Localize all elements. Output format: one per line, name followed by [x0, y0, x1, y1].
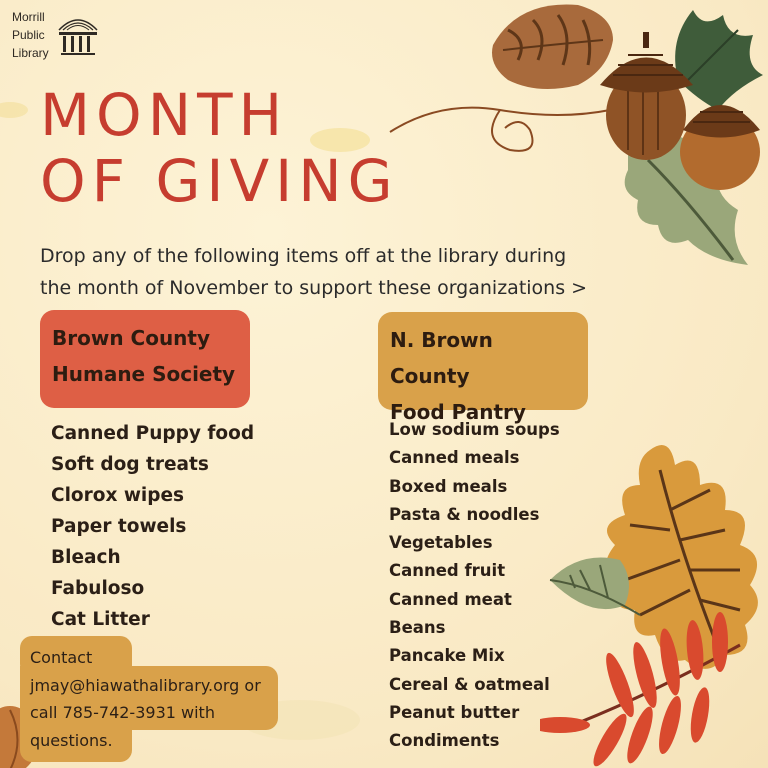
contact-email-line: jmay@hiawathalibrary.org or [30, 675, 261, 695]
page-title [40, 82, 399, 214]
list-item: Canned meals [389, 448, 520, 468]
org-name-line: N. Brown County [390, 328, 493, 388]
contact-text [30, 644, 280, 754]
list-item: Clorox wipes [51, 485, 185, 506]
list-item: Condiments [389, 731, 500, 751]
org-name-line: Brown County [52, 326, 211, 350]
acorn-icon [680, 105, 760, 190]
list-item: Bleach [51, 547, 121, 568]
title-line-2: OF GIVING [40, 147, 399, 215]
top-right-foliage-decoration [488, 0, 768, 280]
library-name-line: Morrill [12, 10, 45, 24]
list-item: Cereal & oatmeal [389, 674, 550, 694]
contact-line: Contact [30, 648, 93, 667]
list-item: Peanut butter [389, 702, 520, 722]
org-header-humane-society [40, 310, 250, 408]
bottom-right-foliage-decoration [540, 430, 768, 768]
list-item: Paper towels [51, 516, 187, 537]
list-item: Soft dog treats [51, 454, 209, 475]
list-item: Fabuloso [51, 578, 145, 599]
humane-society-items [51, 418, 254, 635]
list-item: Pasta & noodles [389, 504, 540, 524]
library-name [12, 8, 49, 62]
library-name-line: Library [12, 46, 49, 60]
list-item: Low sodium soups [389, 420, 560, 439]
title-line-1: MONTH [40, 81, 289, 149]
list-item: Cat Litter [51, 609, 150, 630]
list-item: Vegetables [389, 533, 493, 553]
list-item: Boxed meals [389, 476, 508, 496]
oak-leaf-icon [675, 10, 763, 110]
contact-phone-line: call 785-742-3931 with [30, 703, 215, 722]
list-item: Canned meat [389, 589, 512, 609]
pine-cone-icon [492, 5, 613, 90]
list-item: Beans [389, 618, 446, 638]
library-name-line: Public [12, 28, 45, 42]
intro-line: the month of November to support these organizations > [40, 277, 588, 299]
list-item: Canned fruit [389, 561, 506, 581]
list-item: Canned Puppy food [51, 423, 255, 444]
contact-line: questions. [30, 730, 113, 750]
intro-line: Drop any of the following items off at the library during [40, 245, 567, 267]
columned-building-open-book-icon [55, 12, 101, 62]
contact-info [20, 636, 278, 764]
intro-text [40, 240, 600, 304]
list-item: Pancake Mix [389, 646, 505, 666]
autumn-leaf-icon [606, 445, 758, 669]
org-header-food-pantry [378, 312, 588, 424]
food-pantry-items [389, 416, 560, 756]
org-name-line: Humane Society [52, 362, 236, 386]
org-name-line: Food Pantry [390, 400, 526, 424]
